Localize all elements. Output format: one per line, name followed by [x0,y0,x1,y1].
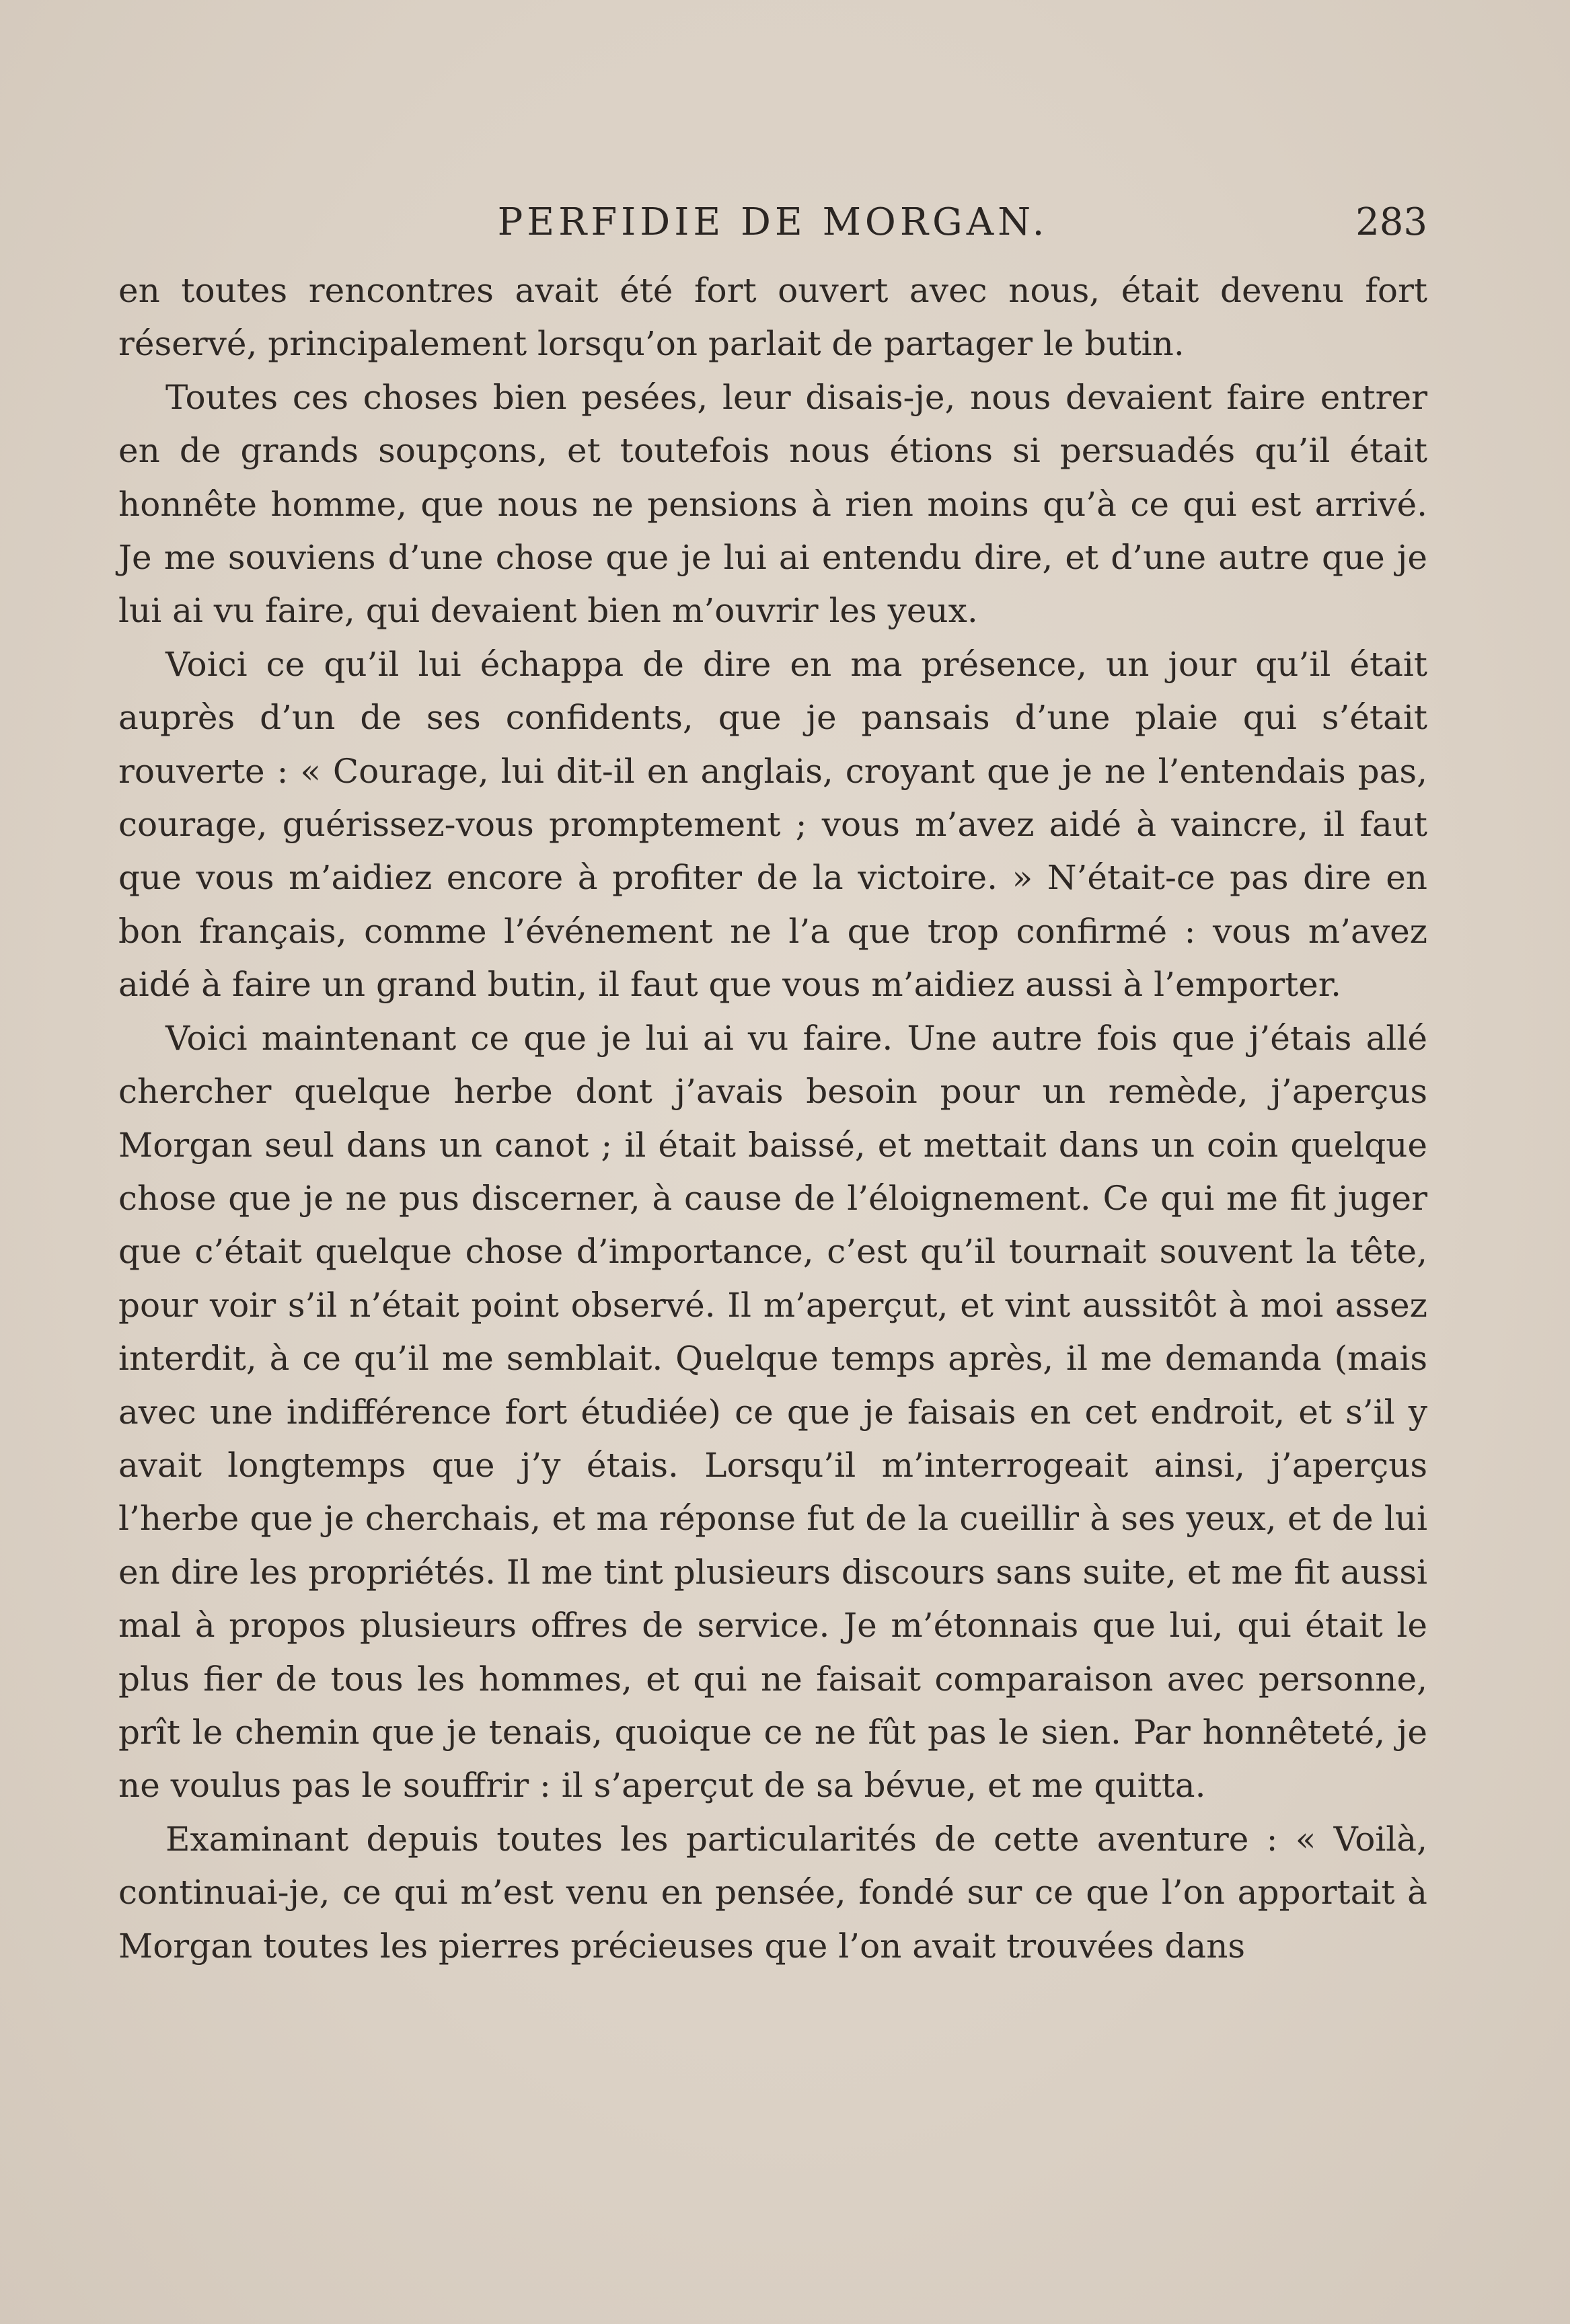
page-number: 283 [1355,200,1427,244]
paragraph: Voici ce qu’il lui échappa de dire en ma présence, un jour qu’il était auprès d’un de ses confidents, que je pansais d’une plaie qui s’était rouverte : « Courage, lui dit-il en anglais, croyant que je ne l’entendais pas, courage, guérissez-vous promptement ; vous m’avez aidé à vaincre, il faut que vous m’aidiez encore à profiter de la victoire. » N’était-ce pas dire en bon français, comme l’événement ne l’a que trop confirmé : vous m’avez aidé à faire un grand butin, il faut que vous m’aidiez aussi à l’emporter. [118,644,1427,1005]
paragraph: Examinant depuis toutes les particularités de cette aventure : « Voilà, continuai-je, ce qui m’est venu en pensée, fondé sur ce que l’on apportait à Morgan toutes les pierres précieuses que l’on avait trouvées dans [118,1819,1427,1966]
running-title: PERFIDIE DE MORGAN. [497,200,1049,244]
paragraph-continued: en toutes rencontres avait été fort ouvert avec nous, était devenu fort réservé, principalement lorsqu’on parlait de partager le butin. [118,271,1427,364]
paragraph: Toutes ces choses bien pesées, leur disais-je, nous devaient faire entrer en de grands soupçons, et toutefois nous étions si persuadés qu’il était honnête homme, que nous ne pensions à rien moins qu’à ce qui est arrivé. Je me souviens d’une chose que je lui ai entendu dire, et d’une autre que je lui ai vu faire, qui devaient bien m’ouvrir les yeux. [118,377,1427,631]
body-text [118,264,1427,1973]
page-header [118,200,1427,254]
paragraph: Voici maintenant ce que je lui ai vu faire. Une autre fois que j’étais allé chercher quelque herbe dont j’avais besoin pour un remède, j’aperçus Morgan seul dans un canot ; il était baissé, et mettait dans un coin quelque chose que je ne pus discerner, à cause de l’éloignement. Ce qui me fit juger que c’était quelque chose d’importance, c’est qu’il tournait souvent la tête, pour voir s’il n’était point observé. Il m’aperçut, et vint aussitôt à moi assez interdit, à ce qu’il me semblait. Quelque temps après, il me demanda (mais avec une indifférence fort étudiée) ce que je faisais en cet endroit, et s’il y avait longtemps que j’y étais. Lorsqu’il m’interrogeait ainsi, j’aperçus l’herbe que je cherchais, et ma réponse fut de la cueillir à ses yeux, et de lui en dire les propriétés. Il me tint plusieurs discours sans suite, et me fit aussi mal à propos plusieurs offres de service. Je m’étonnais que lui, qui était le plus fier de tous les hommes, et qui ne faisait comparaison avec personne, prît le chemin que je tenais, quoique ce ne fût pas le sien. Par honnêteté, je ne voulus pas le souffrir : il s’aperçut de sa bévue, et me quitta. [118,1018,1427,1806]
